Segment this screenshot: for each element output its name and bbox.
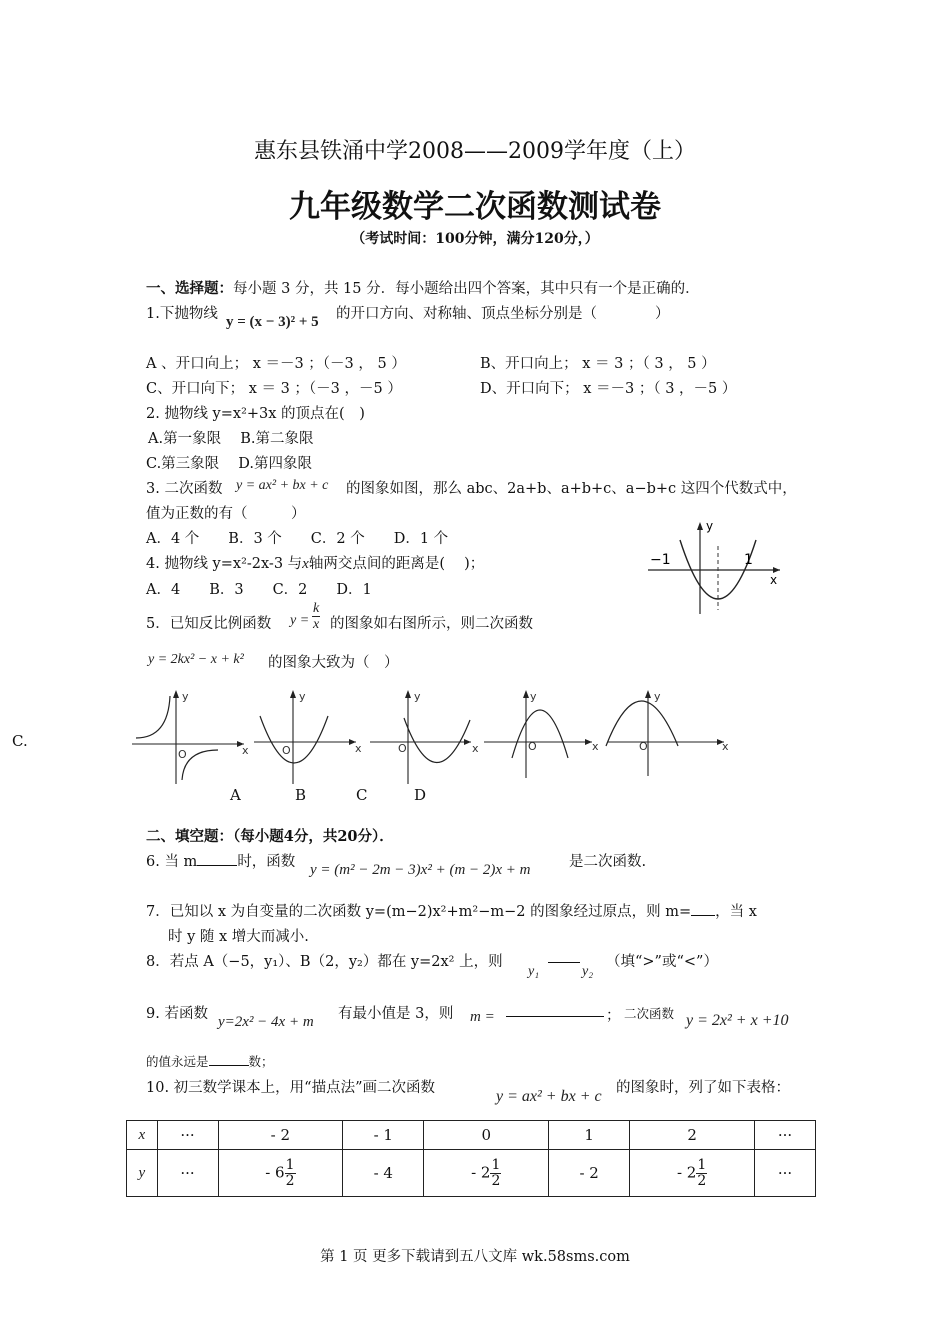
q6-post: 是二次函数.	[569, 854, 647, 870]
page-footer: 第 1 页 更多下载请到五八文库 wk.58sms.com	[320, 1249, 630, 1265]
q5-answer-mark: C.	[12, 732, 28, 750]
q6-pre: 6. 当 m	[146, 854, 198, 870]
q7-line1	[146, 900, 757, 921]
section2-desc: （每小题4分，共20分）．	[233, 828, 394, 845]
q10-post: 的图象时，列了如下表格：	[616, 1080, 790, 1096]
label-x: x	[770, 573, 778, 587]
q1-formula: y = (x − 3)² + 5	[226, 314, 319, 330]
section1-line	[146, 277, 700, 298]
g5-x: x	[722, 740, 729, 753]
q5-frac-num: k	[313, 601, 320, 616]
g2-o: O	[282, 744, 291, 757]
table-row	[127, 1121, 816, 1150]
label-y: y	[706, 519, 714, 533]
frac-num: 1	[697, 1156, 707, 1173]
q5-post2: 的图象大致为（ ）	[268, 655, 399, 671]
q2-options-cd: C.第三象限 D.第四象限	[146, 456, 313, 472]
q10-pre: 10. 初三数学课本上，用“描点法”画二次函数	[146, 1080, 435, 1096]
section2-heading: 二、填空题：	[146, 828, 233, 845]
mixed-int: - 2	[471, 1163, 491, 1181]
q9-formula2: y = 2x² + x +10	[686, 1012, 789, 1029]
g3-y: y	[414, 690, 421, 703]
q5-formula-lhs: y =	[290, 613, 310, 628]
q4-line	[146, 552, 484, 573]
frac-den: 2	[491, 1172, 501, 1189]
q6-mid: 时，函数	[237, 854, 296, 870]
q8-pre: 8．若点 A（−5，y₁）、B（2，y₂）都在 y=2x² 上，则	[146, 954, 503, 970]
q1-option-a: A 、开口向上； x ＝－3 ；（－3 ， 5 ）	[146, 356, 406, 372]
q7-post: ，当 x	[715, 904, 757, 920]
q3-line2: 值为正数的有（ ）	[146, 506, 306, 522]
value-table	[126, 1120, 816, 1197]
section1-desc: 每小题 3 分，共 15 分．每小题给出四个答案，其中只有一个是正确的．	[233, 281, 700, 297]
q4-options: A．4 B．3 C．2 D．1	[146, 582, 372, 598]
q7-pre: 7．已知以 x 为自变量的二次函数 y=(m−2)x²+m²−m−2 的图象经过原点，则 m=	[146, 904, 692, 920]
q1-post: 的开口方向、对称轴、顶点坐标分别是（ ）	[336, 306, 670, 322]
graph-4	[484, 690, 599, 778]
q9-line2-blank[interactable]	[209, 1053, 249, 1066]
q9-line2-pre: 的值永远是	[146, 1054, 209, 1069]
q5-pre: 5．已知反比例函数	[146, 616, 272, 632]
g3-o: O	[398, 742, 407, 755]
q8-blank[interactable]	[548, 962, 580, 963]
q9-formula: y=2x² − 4x + m	[218, 1014, 314, 1030]
q8-y1: y₁	[528, 964, 540, 979]
table-cell: ···	[157, 1150, 218, 1197]
q2-options-ab: A.第一象限 B.第二象限	[148, 431, 314, 447]
g3-x: x	[472, 742, 479, 755]
g1-o: O	[178, 748, 187, 761]
table-cell: ···	[754, 1121, 815, 1150]
q5-label-c: C	[356, 786, 368, 804]
q2-stem: 2. 抛物线 y=x²+3x 的顶点在( )	[146, 406, 365, 422]
q5-frac-den: x	[313, 617, 320, 632]
exam-info: （考试时间：100分钟，满分120分，）	[351, 231, 599, 247]
q9-blank[interactable]	[506, 1016, 604, 1017]
q8-y2: y₂	[582, 964, 594, 979]
table-cell: 0	[424, 1121, 549, 1150]
frac-num: 1	[491, 1156, 501, 1173]
label-pos1: 1	[744, 552, 753, 568]
q3-post: 的图象如图，那么 abc、2a+b、a+b+c、a−b+c 这四个代数式中，	[346, 481, 797, 497]
q4-var: x	[302, 556, 309, 572]
graph-3	[370, 690, 479, 784]
mixed-int: - 6	[265, 1163, 285, 1181]
q5-option-graphs	[126, 688, 736, 788]
section1-heading: 一、选择题：	[146, 280, 233, 297]
section2-line	[146, 825, 394, 846]
table-cell: y	[127, 1150, 158, 1197]
q5-label-a: A	[230, 786, 241, 804]
table-cell-mixed	[630, 1150, 755, 1197]
table-cell: ···	[754, 1150, 815, 1197]
y-arrow	[697, 522, 703, 530]
g4-o: O	[528, 740, 537, 753]
q9-line2	[146, 1052, 274, 1070]
q4-post: 轴两交点间的距离是( )；	[308, 556, 485, 572]
g5-o: O	[639, 740, 648, 753]
g1-x: x	[242, 744, 249, 757]
q3-pre: 3. 二次函数	[146, 481, 223, 497]
q1-pre: 1.下抛物线	[146, 306, 218, 322]
mixed-int: - 2	[676, 1163, 697, 1181]
g4-x: x	[592, 740, 599, 753]
q7-blank[interactable]	[691, 901, 715, 916]
q6-formula: y = (m² − 2m − 3)x² + (m − 2)x + m	[310, 862, 531, 878]
table-cell: - 2	[218, 1121, 343, 1150]
q9-m-eq: m =	[470, 1009, 495, 1025]
g2-y: y	[299, 690, 306, 703]
q5-label-d: D	[414, 786, 427, 804]
school-title: 惠东县铁涌中学2008——2009学年度（上）	[254, 139, 696, 164]
q1-option-c: C、开口向下； x ＝ 3 ；（－3 ，－5 ）	[146, 381, 402, 397]
table-cell-mixed	[218, 1150, 343, 1197]
table-cell: 2	[630, 1121, 755, 1150]
q8-post: （填“>”或“<”）	[606, 954, 718, 970]
table-cell: ···	[157, 1121, 218, 1150]
q1-option-d: D、开口向下； x ＝－3 ；（ 3 ，－5 ）	[480, 381, 737, 397]
graph-2	[254, 690, 362, 784]
table-cell: - 1	[343, 1121, 424, 1150]
table-cell-mixed	[424, 1150, 549, 1197]
q5-label-b: B	[295, 786, 307, 804]
graph-5	[606, 690, 729, 776]
q3-options: A．4 个 B．3 个 C．2 个 D．1 个	[146, 531, 449, 547]
frac-den: 2	[697, 1172, 707, 1189]
q4-pre: 4. 抛物线 y=x²-2x-3 与	[146, 556, 303, 572]
q7-line2: 时 y 随 x 增大而减小.	[168, 929, 309, 945]
frac-den: 2	[285, 1172, 295, 1189]
q5-formula2: y = 2kx² − x + k²	[148, 652, 244, 667]
table-cell: 1	[549, 1121, 630, 1150]
label-neg1: −1	[650, 552, 671, 568]
exam-title: 九年级数学二次函数测试卷	[289, 189, 661, 225]
table-cell: x	[127, 1121, 158, 1150]
frac-num: 1	[285, 1156, 295, 1173]
g5-y: y	[654, 690, 661, 703]
q10-formula: y = ax² + bx + c	[496, 1088, 602, 1105]
g4-y: y	[530, 690, 537, 703]
g1-y: y	[182, 690, 189, 703]
q5-fraction	[312, 601, 320, 632]
q1-option-b: B、开口向上； x ＝ 3 ；（ 3 ， 5 ）	[480, 356, 716, 372]
table-cell: - 2	[549, 1150, 630, 1197]
table-cell: - 4	[343, 1150, 424, 1197]
q6-blank[interactable]	[197, 851, 237, 866]
q9-mid: 有最小值是 3，则	[338, 1006, 454, 1022]
g2-x: x	[355, 742, 362, 755]
q9-pre: 9. 若函数	[146, 1006, 208, 1022]
q9-small: 二次函数	[624, 1006, 675, 1021]
q9-line2-post: 数；	[248, 1054, 274, 1069]
graph-1	[132, 690, 249, 784]
q9-post: ；	[606, 1008, 621, 1024]
q3-parabola-figure	[640, 518, 790, 618]
q5-post: 的图象如右图所示，则二次函数	[330, 616, 533, 632]
q3-formula: y = ax² + bx + c	[236, 478, 329, 493]
q6-line	[146, 850, 295, 871]
table-row	[127, 1150, 816, 1197]
